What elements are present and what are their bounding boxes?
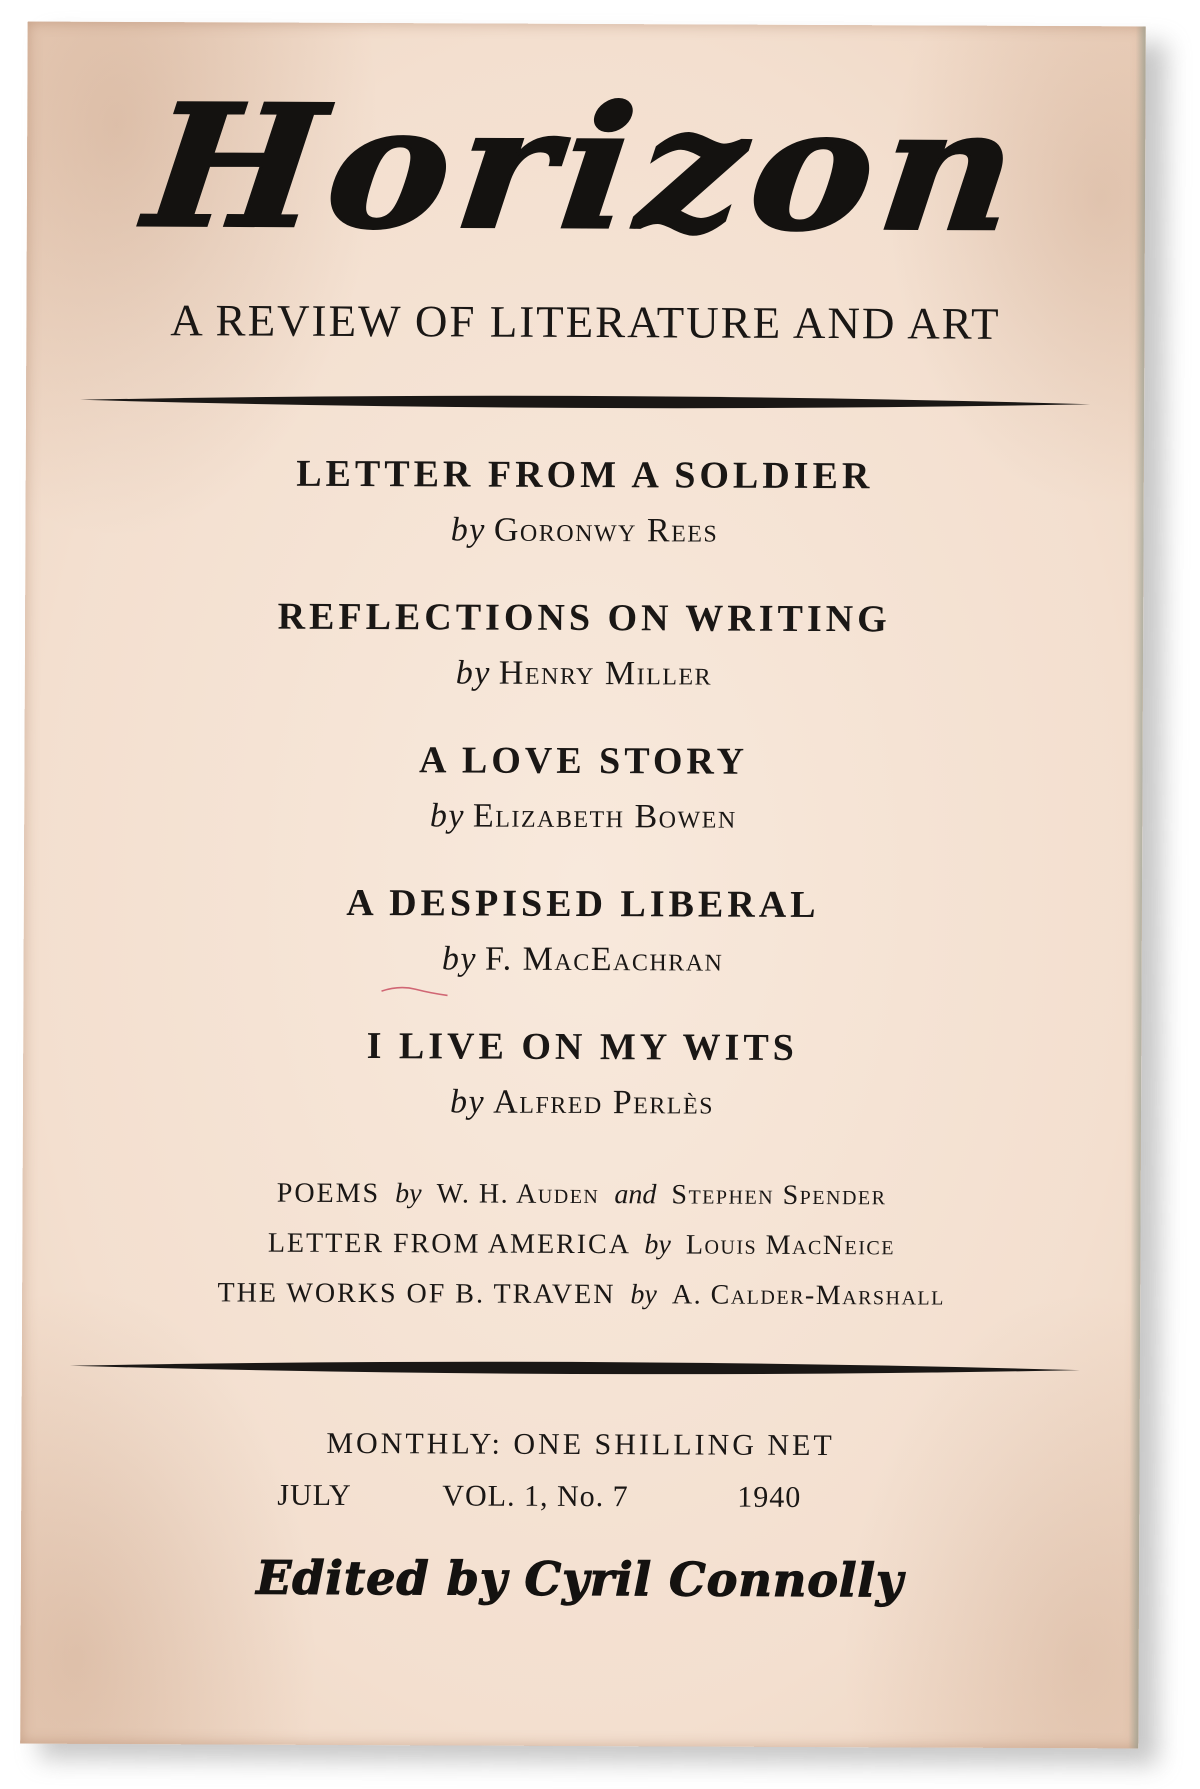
by-word: by xyxy=(630,1279,657,1311)
feature-item xyxy=(25,454,1143,551)
feature-item xyxy=(23,1026,1141,1123)
feature-byline xyxy=(23,1084,1141,1123)
magazine-cover xyxy=(20,22,1146,1749)
feature-author: Elizabeth Bowen xyxy=(472,797,737,836)
feature-item xyxy=(24,740,1142,837)
by-word: by xyxy=(455,654,491,692)
issue-info xyxy=(21,1478,1139,1514)
feature-byline xyxy=(24,941,1142,980)
by-word: by xyxy=(450,511,486,549)
by-word: by xyxy=(450,1083,486,1121)
minor-title: POEMS xyxy=(276,1177,381,1210)
minor-item xyxy=(22,1279,1140,1312)
issue-year: 1940 xyxy=(737,1480,802,1514)
minor-title: LETTER FROM AMERICA xyxy=(267,1227,630,1261)
masthead-subtitle: A REVIEW OF LITERATURE AND ART xyxy=(170,295,1001,349)
issue-volume: VOL. 1, No. 7 xyxy=(442,1479,629,1514)
minor-item xyxy=(23,1179,1141,1212)
minor-author: A. Calder-Marshall xyxy=(671,1279,945,1312)
price-line: MONTHLY: ONE SHILLING NET xyxy=(326,1426,835,1463)
minor-author: W. H. Auden xyxy=(436,1178,600,1211)
feature-item xyxy=(24,883,1142,980)
by-word: by xyxy=(395,1178,422,1210)
issue-month: JULY xyxy=(277,1478,352,1512)
minor-author: Stephen Spender xyxy=(671,1179,887,1212)
feature-author: Alfred Perlès xyxy=(493,1083,715,1122)
feature-byline xyxy=(24,798,1142,837)
feature-title: A LOVE STORY xyxy=(418,739,749,783)
feature-author: Goronwy Rees xyxy=(493,511,719,550)
feature-item xyxy=(25,597,1143,694)
by-word: by xyxy=(644,1229,671,1261)
feature-byline xyxy=(25,655,1143,694)
minor-item xyxy=(22,1229,1140,1262)
feature-title: A DESPISED LIBERAL xyxy=(346,881,820,927)
feature-title: LETTER FROM A SOLDIER xyxy=(296,452,874,498)
pen-mark xyxy=(380,983,450,997)
bottom-rule xyxy=(70,1356,1080,1360)
editor-credit: Edited by Cyril Connolly xyxy=(256,1550,904,1608)
feature-author: F. MacEachran xyxy=(484,940,724,979)
feature-byline xyxy=(25,512,1143,551)
feature-title: I LIVE ON MY WITS xyxy=(366,1025,798,1069)
feature-title: REFLECTIONS ON WRITING xyxy=(277,595,891,641)
minor-author: Louis MacNeice xyxy=(685,1229,896,1262)
by-word: by xyxy=(441,940,478,978)
by-word: by xyxy=(429,797,466,835)
feature-author: Henry Miller xyxy=(498,654,713,693)
and-word: and xyxy=(614,1179,657,1211)
minor-title: THE WORKS OF B. TRAVEN xyxy=(217,1277,616,1311)
masthead-title: Horizon xyxy=(137,67,1035,269)
top-rule xyxy=(80,390,1090,394)
